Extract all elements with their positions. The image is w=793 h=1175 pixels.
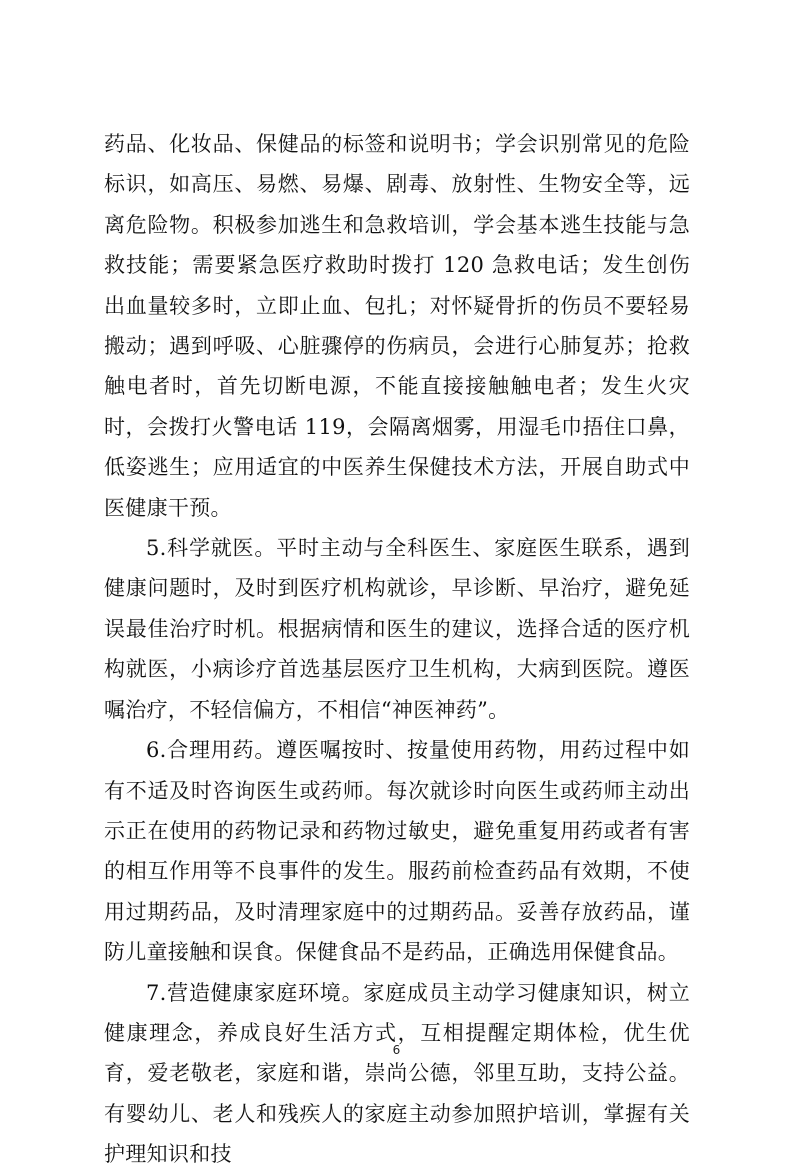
paragraph-rational-medication: 6.合理用药。遵医嘱按时、按量使用药物，用药过程中如有不适及时咨询医生或药师。每次就诊时向医生或药师主动出示正在使用的药物记录和药物过敏史，避免重复用药或者有害的相互作用等不良事件的发生。服药前检查药品有效期，不使用过期药品，及时清理家庭中的过期药品。妥善存放药品，谨防儿童接触和误食。保健食品不是药品，正确选用保健食品。 — [104, 738, 690, 965]
body-text — [104, 124, 690, 1175]
page-number: 6 — [392, 1043, 401, 1057]
paragraph-healthy-family-environment: 7.营造健康家庭环境。家庭成员主动学习健康知识，树立健康理念，养成良好生活方式，互相提醒定期体检，优生优育，爱老敬老，家庭和谐，崇尚公德，邻里互助，支持公益。有婴幼儿、老人和残疾人的家庭主动参加照护培训，掌握有关护理知识和技 — [104, 980, 690, 1167]
paragraph-scientific-medical-care: 5.科学就医。平时主动与全科医生、家庭医生联系，遇到健康问题时，及时到医疗机构就诊，早诊断、早治疗，避免延误最佳治疗时机。根据病情和医生的建议，选择合适的医疗机构就医，小病诊疗首选基层医疗卫生机构，大病到医院。遵医嘱治疗，不轻信偏方，不相信“神医神药”。 — [104, 536, 690, 722]
paragraph-continuation: 药品、化妆品、保健品的标签和说明书；学会识别常见的危险标识，如高压、易燃、易爆、剧毒、放射性、生物安全等，远离危险物。积极参加逃生和急救培训，学会基本逃生技能与急救技能；需要紧急医疗救助时拨打 120 急救电话；发生创伤出血量较多时，立即止血、包扎；对怀疑骨折的伤员不要轻易搬动；遇到呼吸、心脏骤停的伤病员，会进行心肺复苏；抢救触电者时，首先切断电源，不能直接接触触电者；发生火灾时，会拨打火警电话 119，会隔离烟雾，用湿毛巾捂住口鼻，低姿逃生；应用适宜的中医养生保健技术方法，开展自助式中医健康干预。 — [104, 132, 690, 520]
